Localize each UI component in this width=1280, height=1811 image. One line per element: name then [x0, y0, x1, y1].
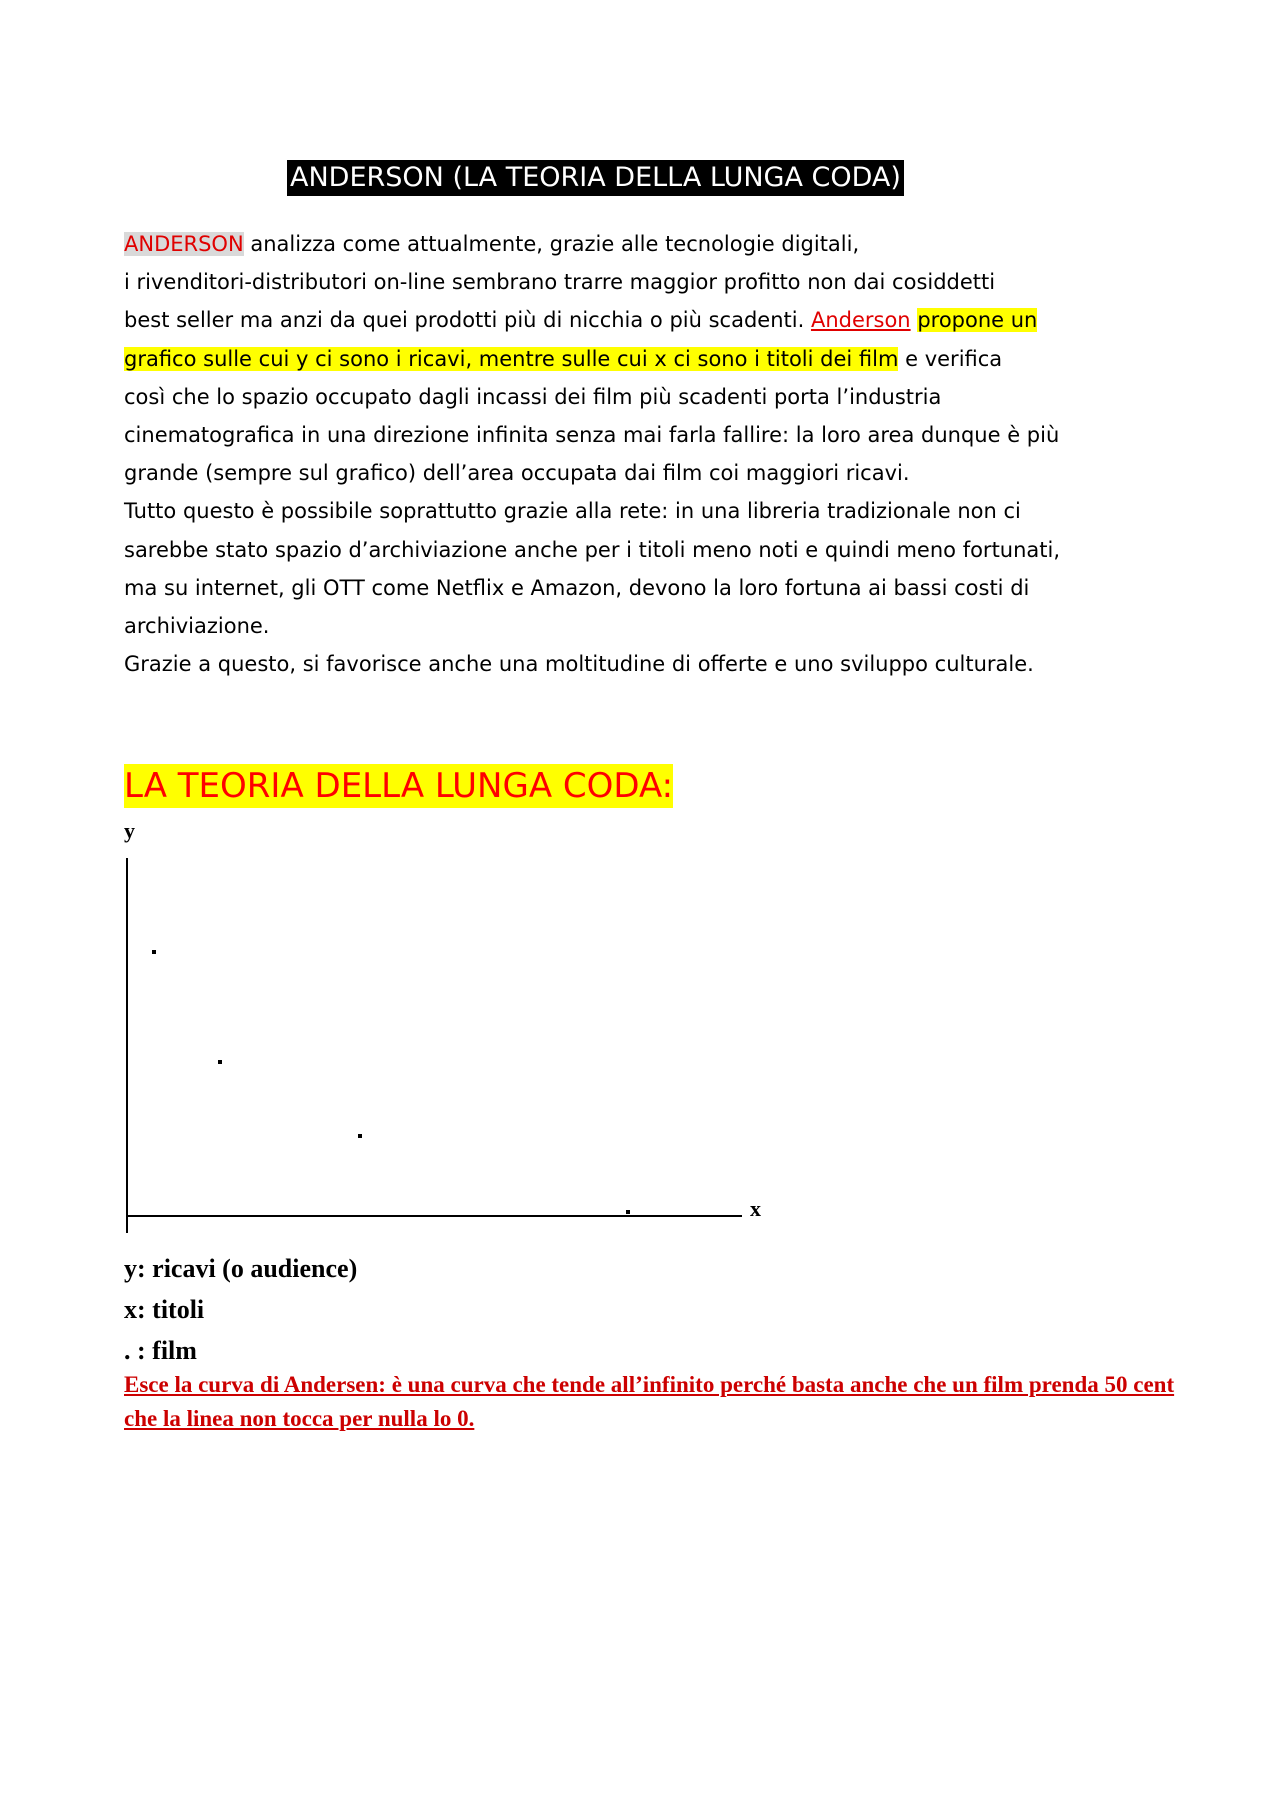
intro-line: grande (sempre sul grafico) dell’area occupata dai film coi maggiori ricavi.	[124, 461, 910, 486]
intro-line: Tutto questo è possibile soprattutto grazie alla rete: in una libreria tradizionale non ci	[124, 499, 1021, 524]
author-name-link: Anderson	[810, 308, 911, 333]
film-dot	[152, 950, 156, 954]
film-dot	[218, 1060, 222, 1064]
x-axis-label: x	[750, 1196, 761, 1221]
y-axis-line	[126, 858, 128, 1233]
intro-line	[124, 340, 1184, 378]
film-dot	[358, 1134, 362, 1138]
film-dot	[626, 1210, 630, 1214]
legend-dot: . : film	[124, 1336, 197, 1365]
intro-text: analizza come attualmente, grazie alle tecnologie digitali,	[243, 232, 860, 256]
long-tail-graph	[124, 818, 804, 1238]
intro-text: best seller ma anzi da quei prodotti più di nicchia o più scadenti.	[124, 308, 811, 333]
intro-text: e verifica	[898, 346, 1003, 371]
intro-line	[124, 301, 1184, 339]
conclusion-text: Esce la curva di Andersen: è una curva che tende all’infinito perché basta anche che un film prenda 50 cent che la linea non tocca per nulla lo 0.	[124, 1372, 1175, 1431]
intro-line: i rivenditori-distributori on-line sembrano trarre maggior profitto non dai cosiddetti	[124, 270, 996, 295]
intro-paragraph	[124, 225, 1184, 683]
section-title: LA TEORIA DELLA LUNGA CODA:	[124, 766, 674, 806]
y-axis-label: y	[124, 818, 135, 843]
author-name-highlight: ANDERSON	[124, 232, 244, 256]
x-axis-line	[126, 1215, 742, 1217]
graph-legend	[124, 1248, 357, 1371]
intro-line: sarebbe stato spazio d’archiviazione anche per i titoli meno noti e quindi meno fortunati,	[124, 537, 1061, 562]
highlighted-text: grafico sulle cui y ci sono i ricavi, mentre sulle cui x ci sono i titoli dei film	[124, 346, 899, 371]
legend-x: x: titoli	[124, 1295, 205, 1324]
intro-line: archiviazione.	[124, 614, 270, 639]
document-title: ANDERSON (LA TEORIA DELLA LUNGA CODA)	[287, 160, 904, 196]
intro-line: ma su internet, gli OTT come Netflix e Amazon, devono la loro fortuna ai bassi costi di	[124, 575, 1030, 600]
highlighted-text: propone un	[917, 308, 1038, 333]
legend-y: y: ricavi (o audience)	[124, 1254, 358, 1283]
intro-line: così che lo spazio occupato dagli incassi dei film più scadenti porta l’industria	[124, 384, 942, 409]
intro-line	[124, 225, 1184, 263]
intro-line: Grazie a questo, si favorisce anche una moltitudine di offerte e uno sviluppo culturale.	[124, 652, 1034, 677]
intro-line: cinematografica in una direzione infinita senza mai farla fallire: la loro area dunque è più	[124, 423, 1060, 448]
